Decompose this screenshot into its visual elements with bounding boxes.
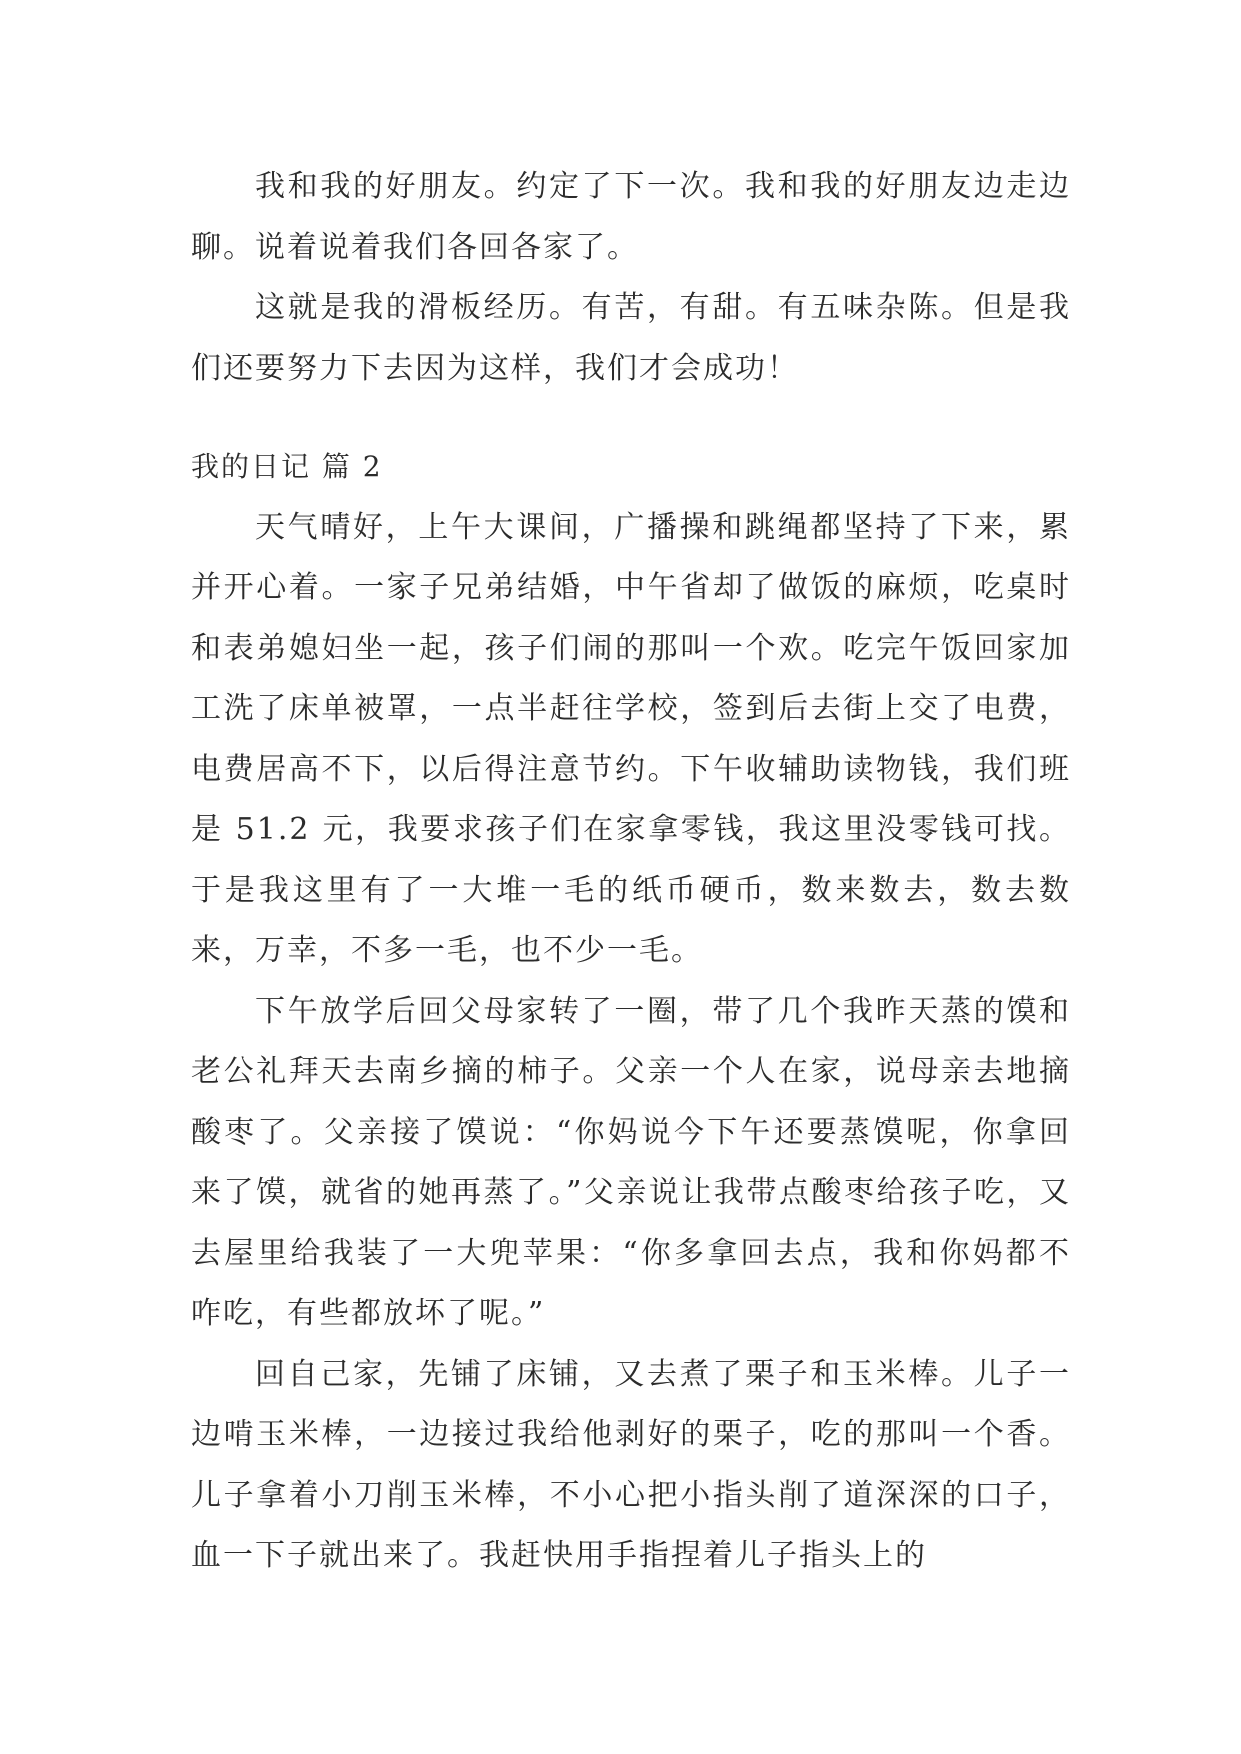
paragraph: 我和我的好朋友。约定了下一次。我和我的好朋友边走边聊。说着说着我们各回各家了。 bbox=[191, 169, 1071, 265]
paragraph: 天气晴好，上午大课间，广播操和跳绳都坚持了下来，累并开心着。一家子兄弟结婚，中午省却了做饭的麻烦，吃桌时和表弟媳妇坐一起，孩子们闹的那叫一个欢。吃完午饭回家加工洗了床单被罩，一点半赶往学校，签到后去街上交了电费，电费居高不下，以后得注意节约。下午收辅助读物钱，我们班是 51.2 元，我要求孩子们在家拿零钱，我这里没零钱可找。于是我这里有了一大堆一毛的纸币硬币，数来数去，数去数来，万幸，不多一毛，也不少一毛。 bbox=[191, 509, 1071, 968]
paragraph: 下午放学后回父母家转了一圈，带了几个我昨天蒸的馍和老公礼拜天去南乡摘的柿子。父亲一个人在家，说母亲去地摘酸枣了。父亲接了馍说：“你妈说今下午还要蒸馍呢，你拿回来了馍，就省的她再蒸了。”父亲说让我带点酸枣给孩子吃，又去屋里给我装了一大兜苹果：“你多拿回去点，我和你妈都不咋吃，有些都放坏了呢。” bbox=[191, 993, 1071, 1331]
section-title: 我的日记 篇 2 bbox=[191, 450, 383, 483]
paragraph: 回自己家，先铺了床铺，又去煮了栗子和玉米棒。儿子一边啃玉米棒，一边接过我给他剥好的栗子，吃的那叫一个香。儿子拿着小刀削玉米棒，不小心把小指头削了道深深的口子，血一下子就出来了。我赶快用手指捏着儿子指头上的 bbox=[191, 1356, 1071, 1573]
paragraph: 这就是我的滑板经历。有苦，有甜。有五味杂陈。但是我们还要努力下去因为这样，我们才会成功！ bbox=[191, 290, 1071, 386]
document-body bbox=[191, 157, 1071, 1587]
